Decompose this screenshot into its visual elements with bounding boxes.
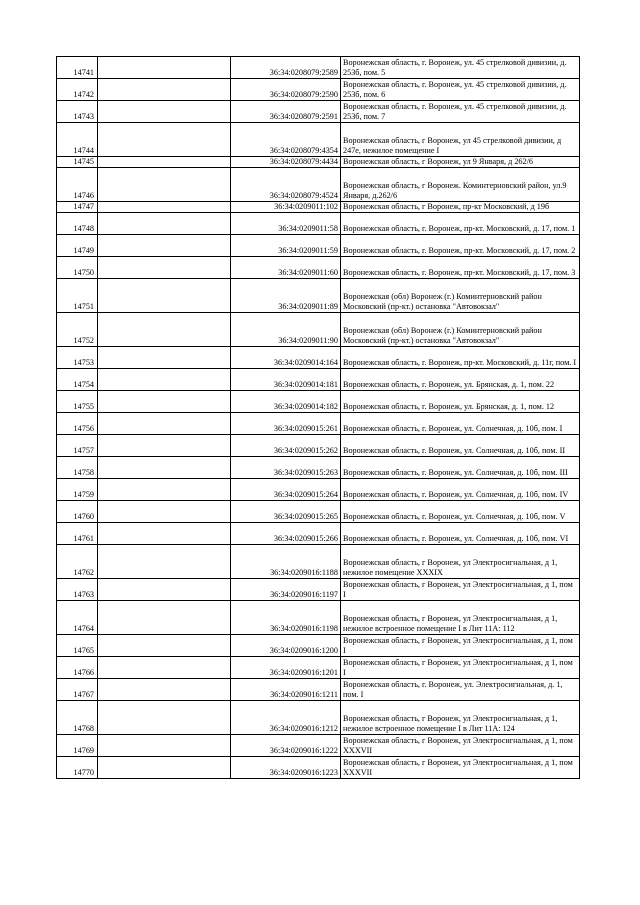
blank-cell	[98, 579, 231, 601]
address-cell: Воронежская область, г. Воронеж, ул. Брянская, д. 1, пом. 12	[341, 391, 580, 413]
blank-cell	[98, 413, 231, 435]
table-row	[57, 545, 580, 579]
address-cell: Воронежская (обл) Воронеж (г.) Коминтерновский район Московский (пр-кт.) остановка "Автовокзал"	[341, 313, 580, 347]
row-number-cell: 14750	[57, 257, 98, 279]
table-row	[57, 457, 580, 479]
blank-cell	[98, 123, 231, 157]
address-cell: Воронежская область, г. Воронеж, ул. Солнечная, д. 10б, пом. II	[341, 435, 580, 457]
table-row	[57, 413, 580, 435]
blank-cell	[98, 347, 231, 369]
cadastral-number-cell: 36:34:0209016:1188	[231, 545, 341, 579]
cadastral-number-cell: 36:34:0209015:262	[231, 435, 341, 457]
table-row	[57, 213, 580, 235]
address-cell: Воронежская (обл) Воронеж (г.) Коминтерновский район Московский (пр-кт.) остановка "Автовокзал"	[341, 279, 580, 313]
blank-cell	[98, 657, 231, 679]
blank-cell	[98, 313, 231, 347]
address-cell: Воронежская область, г. Воронеж, пр-кт. Московский, д. 17, пом. 3	[341, 257, 580, 279]
table-row	[57, 123, 580, 157]
address-cell: Воронежская область, г Воронеж, ул Электросигнальная, д 1, пом I	[341, 657, 580, 679]
blank-cell	[98, 257, 231, 279]
cadastral-number-cell: 36:34:0209015:264	[231, 479, 341, 501]
row-number-cell: 14762	[57, 545, 98, 579]
blank-cell	[98, 757, 231, 779]
cadastral-number-cell: 36:34:0209011:89	[231, 279, 341, 313]
cadastral-number-cell: 36:34:0209011:59	[231, 235, 341, 257]
row-number-cell: 14761	[57, 523, 98, 545]
table-row	[57, 479, 580, 501]
address-cell: Воронежская область, г Воронеж, ул Электросигнальная, д 1, пом XXXVII	[341, 735, 580, 757]
address-cell: Воронежская область, г Воронеж, пр-кт Московский, д 19б	[341, 202, 580, 213]
table-row	[57, 347, 580, 369]
address-cell: Воронежская область, г. Воронеж, пр-кт. Московский, д. 11г, пом. I	[341, 347, 580, 369]
table-row	[57, 657, 580, 679]
cadastral-number-cell: 36:34:0208079:2590	[231, 79, 341, 101]
blank-cell	[98, 635, 231, 657]
blank-cell	[98, 679, 231, 701]
table-row	[57, 635, 580, 657]
address-cell: Воронежская область, г Воронеж, ул 9 Января, д 262/6	[341, 157, 580, 168]
blank-cell	[98, 168, 231, 202]
address-cell: Воронежская область, г. Воронеж, ул. Солнечная, д. 10б, пом. I	[341, 413, 580, 435]
blank-cell	[98, 523, 231, 545]
blank-cell	[98, 701, 231, 735]
address-cell: Воронежская область, г. Воронеж, ул. Солнечная, д. 10б, пом. IV	[341, 479, 580, 501]
cadastral-number-cell: 36:34:0209011:90	[231, 313, 341, 347]
row-number-cell: 14748	[57, 213, 98, 235]
address-cell: Воронежская область, г. Воронеж, ул. Солнечная, д. 10б, пом. VI	[341, 523, 580, 545]
address-cell: Воронежская область, г. Воронеж, ул. Электросигнальная, д. 1, пом. I	[341, 679, 580, 701]
row-number-cell: 14756	[57, 413, 98, 435]
address-cell: Воронежская область, г. Воронеж, ул. 45 стрелковой дивизии, д. 253б, пом. 5	[341, 57, 580, 79]
table-row	[57, 435, 580, 457]
table-row	[57, 257, 580, 279]
row-number-cell: 14770	[57, 757, 98, 779]
row-number-cell: 14743	[57, 101, 98, 123]
table-row	[57, 679, 580, 701]
cadastral-number-cell: 36:34:0209016:1212	[231, 701, 341, 735]
blank-cell	[98, 435, 231, 457]
table-row	[57, 157, 580, 168]
table-row	[57, 501, 580, 523]
address-cell: Воронежская область, г Воронеж, ул Электросигнальная, д 1, нежилое встроенное помещение I в Лит 11А: 124	[341, 701, 580, 735]
address-cell: Воронежская область, г Воронеж. Коминтерновский район, ул.9 Января, д.262/6	[341, 168, 580, 202]
row-number-cell: 14764	[57, 601, 98, 635]
address-cell: Воронежская область, г. Воронеж, ул. Солнечная, д. 10б, пом. III	[341, 457, 580, 479]
row-number-cell: 14759	[57, 479, 98, 501]
row-number-cell: 14754	[57, 369, 98, 391]
address-cell: Воронежская область, г Воронеж, ул 45 стрелковой дивизии, д 247е, нежилое помещение I	[341, 123, 580, 157]
blank-cell	[98, 369, 231, 391]
cadastral-number-cell: 36:34:0209014:164	[231, 347, 341, 369]
table-row	[57, 735, 580, 757]
table-row	[57, 701, 580, 735]
cadastral-number-cell: 36:34:0209015:263	[231, 457, 341, 479]
address-cell: Воронежская область, г Воронеж, ул Электросигнальная, д 1, пом I	[341, 579, 580, 601]
table-row	[57, 579, 580, 601]
cadastral-number-cell: 36:34:0209011:58	[231, 213, 341, 235]
table-row	[57, 202, 580, 213]
table-row	[57, 235, 580, 257]
row-number-cell: 14742	[57, 79, 98, 101]
row-number-cell: 14767	[57, 679, 98, 701]
row-number-cell: 14758	[57, 457, 98, 479]
cadastral-number-cell: 36:34:0209015:261	[231, 413, 341, 435]
table-row	[57, 523, 580, 545]
table-row	[57, 79, 580, 101]
cadastral-number-cell: 36:34:0209016:1197	[231, 579, 341, 601]
blank-cell	[98, 79, 231, 101]
blank-cell	[98, 501, 231, 523]
registry-table-body	[57, 57, 580, 779]
cadastral-number-cell: 36:34:0209016:1201	[231, 657, 341, 679]
blank-cell	[98, 202, 231, 213]
cadastral-number-cell: 36:34:0209016:1198	[231, 601, 341, 635]
cadastral-number-cell: 36:34:0209016:1223	[231, 757, 341, 779]
blank-cell	[98, 457, 231, 479]
cadastral-number-cell: 36:34:0208079:4434	[231, 157, 341, 168]
table-row	[57, 391, 580, 413]
table-row	[57, 168, 580, 202]
cadastral-number-cell: 36:34:0209011:60	[231, 257, 341, 279]
blank-cell	[98, 545, 231, 579]
cadastral-number-cell: 36:34:0208079:4524	[231, 168, 341, 202]
cadastral-number-cell: 36:34:0208079:2589	[231, 57, 341, 79]
blank-cell	[98, 735, 231, 757]
cadastral-number-cell: 36:34:0208079:4354	[231, 123, 341, 157]
row-number-cell: 14747	[57, 202, 98, 213]
address-cell: Воронежская область, г Воронеж, ул Электросигнальная, д 1, пом I	[341, 635, 580, 657]
table-row	[57, 279, 580, 313]
row-number-cell: 14744	[57, 123, 98, 157]
row-number-cell: 14752	[57, 313, 98, 347]
row-number-cell: 14755	[57, 391, 98, 413]
row-number-cell: 14749	[57, 235, 98, 257]
blank-cell	[98, 57, 231, 79]
table-row	[57, 101, 580, 123]
cadastral-number-cell: 36:34:0209015:266	[231, 523, 341, 545]
blank-cell	[98, 601, 231, 635]
row-number-cell: 14768	[57, 701, 98, 735]
cadastral-number-cell: 36:34:0208079:2591	[231, 101, 341, 123]
blank-cell	[98, 479, 231, 501]
address-cell: Воронежская область, г Воронеж, ул Электросигнальная, д 1, пом XXXVII	[341, 757, 580, 779]
blank-cell	[98, 235, 231, 257]
blank-cell	[98, 157, 231, 168]
row-number-cell: 14766	[57, 657, 98, 679]
row-number-cell: 14765	[57, 635, 98, 657]
address-cell: Воронежская область, г Воронеж, ул Электросигнальная, д 1, нежилое встроенное помещение I в Лит 11А: 112	[341, 601, 580, 635]
address-cell: Воронежская область, г. Воронеж, ул. 45 стрелковой дивизии, д. 253б, пом. 6	[341, 79, 580, 101]
cadastral-number-cell: 36:34:0209016:1222	[231, 735, 341, 757]
cadastral-number-cell: 36:34:0209015:265	[231, 501, 341, 523]
registry-table	[56, 56, 580, 779]
blank-cell	[98, 391, 231, 413]
row-number-cell: 14745	[57, 157, 98, 168]
table-row	[57, 757, 580, 779]
cadastral-number-cell: 36:34:0209014:181	[231, 369, 341, 391]
table-row	[57, 57, 580, 79]
blank-cell	[98, 213, 231, 235]
cadastral-number-cell: 36:34:0209011:102	[231, 202, 341, 213]
row-number-cell: 14769	[57, 735, 98, 757]
table-row	[57, 369, 580, 391]
table-row	[57, 313, 580, 347]
row-number-cell: 14763	[57, 579, 98, 601]
address-cell: Воронежская область, г. Воронеж, ул. Солнечная, д. 10б, пом. V	[341, 501, 580, 523]
blank-cell	[98, 279, 231, 313]
address-cell: Воронежская область, г. Воронеж, ул. Брянская, д. 1, пом. 22	[341, 369, 580, 391]
address-cell: Воронежская область, г Воронеж, ул Электросигнальная, д 1, нежилое помещение XXXIX	[341, 545, 580, 579]
row-number-cell: 14760	[57, 501, 98, 523]
row-number-cell: 14746	[57, 168, 98, 202]
table-row	[57, 601, 580, 635]
address-cell: Воронежская область, г. Воронеж, ул. 45 стрелковой дивизии, д. 253б, пом. 7	[341, 101, 580, 123]
cadastral-number-cell: 36:34:0209016:1211	[231, 679, 341, 701]
address-cell: Воронежская область, г. Воронеж, пр-кт. Московский, д. 17, пом. 1	[341, 213, 580, 235]
row-number-cell: 14741	[57, 57, 98, 79]
address-cell: Воронежская область, г. Воронеж, пр-кт. Московский, д. 17, пом. 2	[341, 235, 580, 257]
row-number-cell: 14753	[57, 347, 98, 369]
row-number-cell: 14751	[57, 279, 98, 313]
cadastral-number-cell: 36:34:0209016:1200	[231, 635, 341, 657]
row-number-cell: 14757	[57, 435, 98, 457]
cadastral-number-cell: 36:34:0209014:182	[231, 391, 341, 413]
blank-cell	[98, 101, 231, 123]
